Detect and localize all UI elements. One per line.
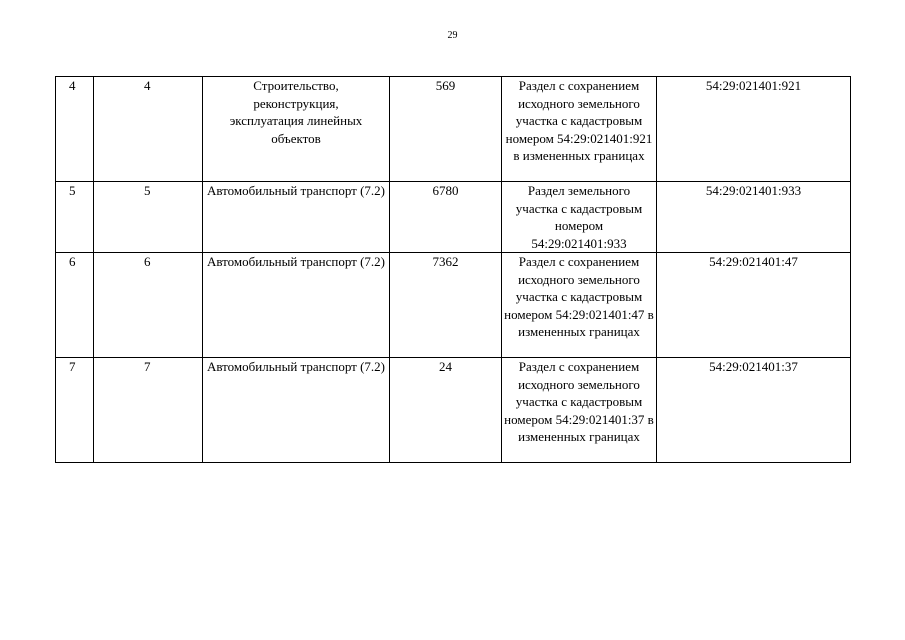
land-plots-table bbox=[55, 76, 851, 463]
permitted-use-cell: Строительство, реконструкция, эксплуатация линейных объектов bbox=[203, 77, 390, 182]
permitted-use-cell: Автомобильный транспорт (7.2) bbox=[203, 358, 390, 463]
permitted-use-cell: Автомобильный транспорт (7.2) bbox=[203, 253, 390, 358]
plot-number-cell: 5 bbox=[94, 182, 203, 253]
permitted-use-cell: Автомобильный транспорт (7.2) bbox=[203, 182, 390, 253]
page-number: 29 bbox=[447, 30, 458, 41]
plot-number-cell: 6 bbox=[94, 253, 203, 358]
formation-method-cell: Раздел с сохранением исходного земельного участка с кадастровым номером 54:29:021401:37 в измененных границах bbox=[502, 358, 657, 463]
table-row bbox=[56, 77, 851, 182]
cadastral-number-cell: 54:29:021401:47 bbox=[657, 253, 851, 358]
row-number-cell: 5 bbox=[56, 182, 94, 253]
row-number-cell: 4 bbox=[56, 77, 94, 182]
area-cell: 6780 bbox=[390, 182, 502, 253]
cadastral-number-cell: 54:29:021401:921 bbox=[657, 77, 851, 182]
plot-number-cell: 7 bbox=[94, 358, 203, 463]
table-row bbox=[56, 253, 851, 358]
formation-method-cell: Раздел с сохранением исходного земельного участка с кадастровым номером 54:29:021401:921 в измененных границах bbox=[502, 77, 657, 182]
row-number-cell: 6 bbox=[56, 253, 94, 358]
area-cell: 7362 bbox=[390, 253, 502, 358]
table-row bbox=[56, 358, 851, 463]
plot-number-cell: 4 bbox=[94, 77, 203, 182]
cadastral-number-cell: 54:29:021401:933 bbox=[657, 182, 851, 253]
formation-method-cell: Раздел с сохранением исходного земельного участка с кадастровым номером 54:29:021401:47 в измененных границах bbox=[502, 253, 657, 358]
formation-method-cell: Раздел земельного участка с кадастровым номером 54:29:021401:933 bbox=[502, 182, 657, 253]
cadastral-number-cell: 54:29:021401:37 bbox=[657, 358, 851, 463]
table-row bbox=[56, 182, 851, 253]
area-cell: 569 bbox=[390, 77, 502, 182]
area-cell: 24 bbox=[390, 358, 502, 463]
row-number-cell: 7 bbox=[56, 358, 94, 463]
